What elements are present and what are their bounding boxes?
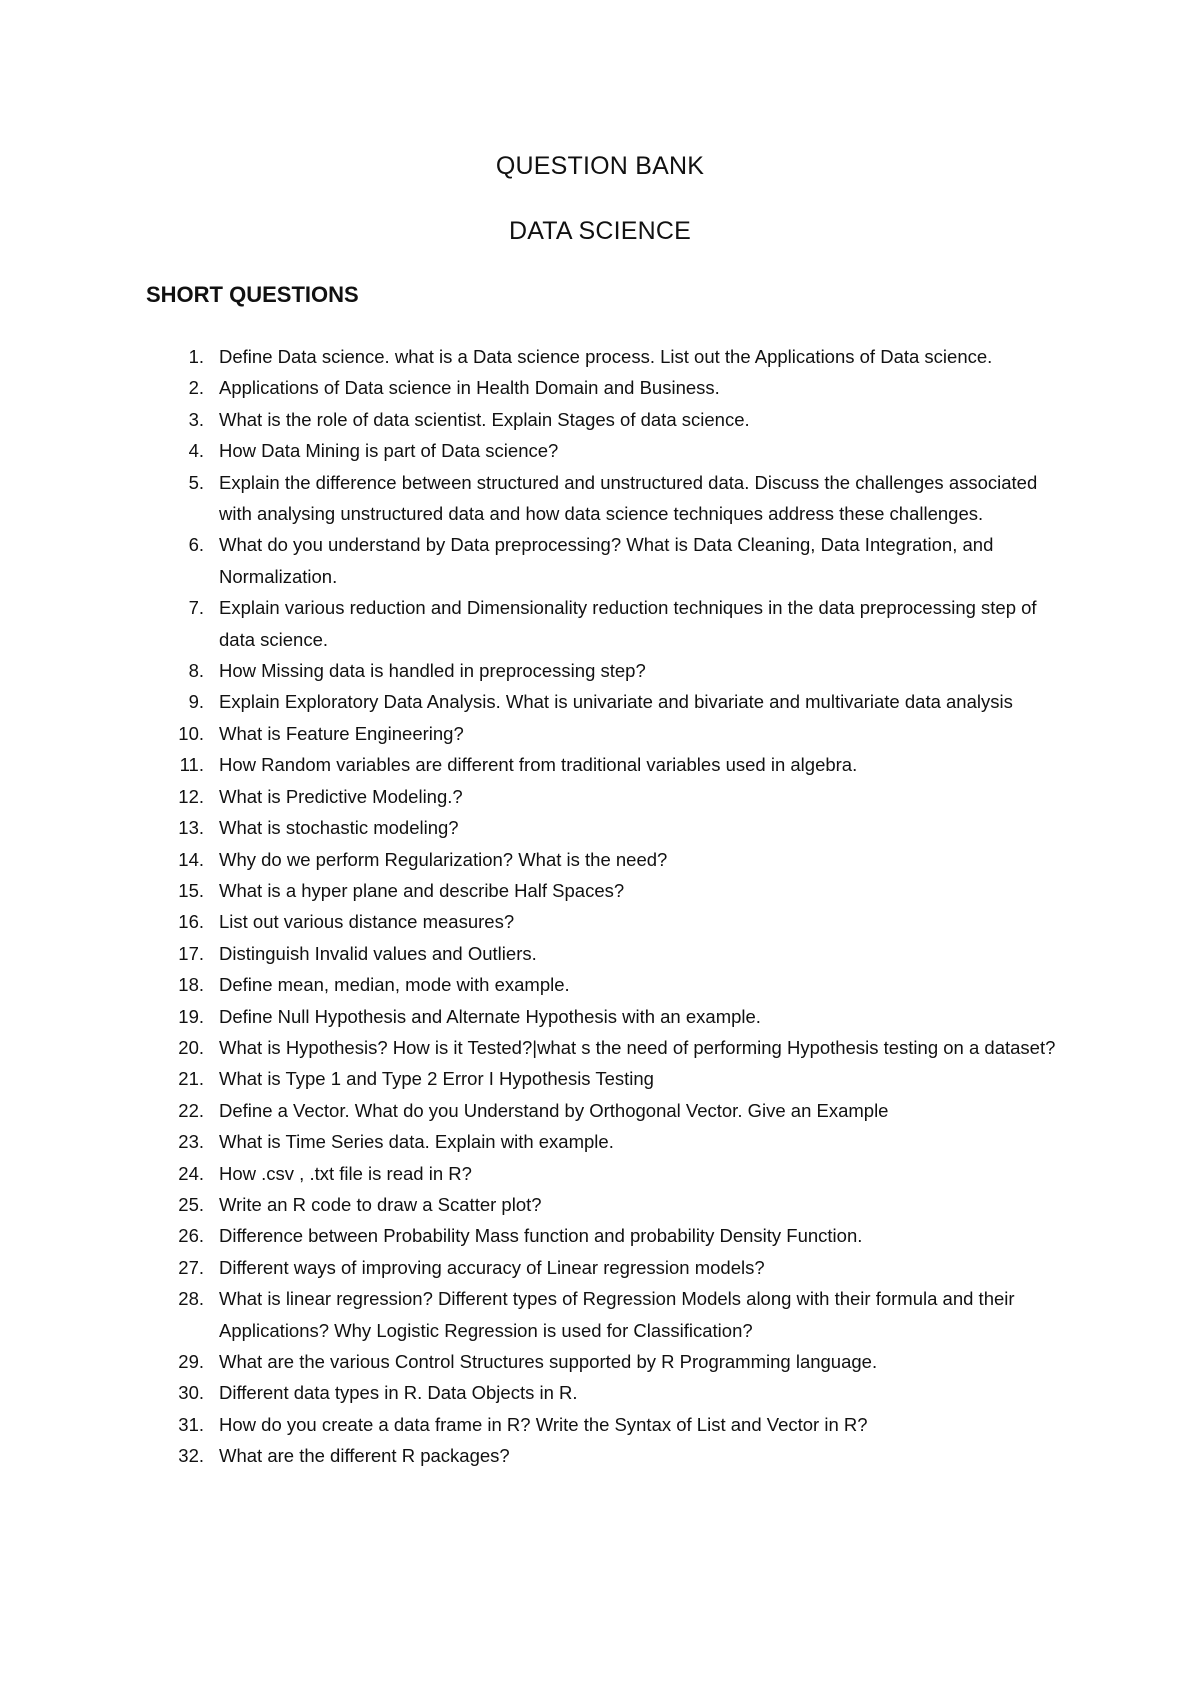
question-text: How Random variables are different from traditional variables used in algebra. <box>219 754 858 776</box>
question-number: 4. <box>188 440 204 462</box>
question-item <box>0 781 1200 812</box>
question-text: What do you understand by Data preprocessing? What is Data Cleaning, Data Integration, and Normalization. <box>219 534 994 587</box>
question-number: 26. <box>178 1225 204 1247</box>
question-number: 6. <box>188 534 204 556</box>
question-text: How Missing data is handled in preprocessing step? <box>219 660 646 682</box>
question-text: What is stochastic modeling? <box>219 817 459 839</box>
question-text: Write an R code to draw a Scatter plot? <box>219 1193 542 1215</box>
question-text: Explain various reduction and Dimensionality reduction techniques in the data preprocessing step of data science. <box>219 597 1037 650</box>
question-item <box>0 404 1200 435</box>
question-number: 3. <box>188 408 204 430</box>
question-text: What is linear regression? Different types of Regression Models along with their formula and their Applications? Why Logistic Regression is used for Classification? <box>219 1288 1015 1341</box>
question-text: Applications of Data science in Health Domain and Business. <box>219 377 720 399</box>
question-text: What is the role of data scientist. Explain Stages of data science. <box>219 408 750 430</box>
question-item <box>0 844 1200 875</box>
question-item <box>0 906 1200 937</box>
question-number: 1. <box>188 346 204 367</box>
question-number: 31. <box>178 1413 204 1435</box>
question-number: 8. <box>188 660 204 682</box>
question-number: 29. <box>178 1351 204 1372</box>
document-subtitle: DATA SCIENCE <box>508 217 692 245</box>
question-item <box>0 655 1200 686</box>
question-text: Difference between Probability Mass function and probability Density Function. <box>219 1225 863 1247</box>
document-title: QUESTION BANK <box>495 152 705 180</box>
question-item <box>0 372 1200 403</box>
question-item <box>0 938 1200 969</box>
question-number: 2. <box>188 377 204 399</box>
question-number: 21. <box>178 1068 204 1090</box>
question-text: What is Time Series data. Explain with example. <box>219 1131 614 1153</box>
question-text: What are the different R packages? <box>219 1445 510 1467</box>
question-number: 32. <box>178 1445 204 1467</box>
question-item <box>0 1126 1200 1157</box>
question-item <box>0 969 1200 1000</box>
question-text: How Data Mining is part of Data science? <box>219 440 559 462</box>
question-item <box>0 1063 1200 1094</box>
question-item <box>0 1440 1200 1471</box>
question-item <box>0 467 1200 530</box>
question-item <box>0 1252 1200 1283</box>
question-number: 18. <box>178 974 204 996</box>
question-text: What are the various Control Structures supported by R Programming language. <box>219 1351 878 1372</box>
question-item <box>0 812 1200 843</box>
question-item <box>0 875 1200 906</box>
question-text: Define a Vector. What do you Understand by Orthogonal Vector. Give an Example <box>219 1099 889 1121</box>
question-item <box>0 1189 1200 1220</box>
question-text: What is Type 1 and Type 2 Error I Hypothesis Testing <box>219 1068 654 1090</box>
question-text: Different data types in R. Data Objects in R. <box>219 1382 578 1404</box>
question-item <box>0 1377 1200 1408</box>
question-text: Define Data science. what is a Data science process. List out the Applications of Data science. <box>219 346 993 367</box>
question-number: 27. <box>178 1256 204 1278</box>
question-item <box>0 1220 1200 1251</box>
question-number: 20. <box>178 1036 204 1058</box>
question-list <box>0 341 1200 1472</box>
question-item <box>0 529 1200 592</box>
question-text: Explain Exploratory Data Analysis. What is univariate and bivariate and multivariate data analysis <box>219 691 1013 713</box>
question-text: What is a hyper plane and describe Half Spaces? <box>219 879 625 901</box>
question-number: 30. <box>178 1382 204 1404</box>
section-heading: SHORT QUESTIONS <box>146 282 359 307</box>
question-item <box>0 1158 1200 1189</box>
question-number: 9. <box>188 691 204 713</box>
question-text: How do you create a data frame in R? Write the Syntax of List and Vector in R? <box>219 1413 868 1435</box>
question-item <box>0 592 1200 655</box>
question-text: Distinguish Invalid values and Outliers. <box>219 942 537 964</box>
question-text: How .csv , .txt file is read in R? <box>219 1162 472 1184</box>
question-number: 5. <box>188 471 204 493</box>
question-number: 7. <box>188 597 204 619</box>
question-text: What is Hypothesis? How is it Tested?|what s the need of performing Hypothesis testing on a dataset? <box>219 1036 1056 1058</box>
question-number: 17. <box>178 942 204 964</box>
question-number: 16. <box>178 911 204 933</box>
question-number: 24. <box>178 1162 204 1184</box>
question-item <box>0 1032 1200 1063</box>
question-number: 28. <box>178 1288 204 1310</box>
question-number: 13. <box>178 817 204 839</box>
question-item <box>0 435 1200 466</box>
question-number: 12. <box>178 785 204 807</box>
question-text: List out various distance measures? <box>219 911 515 933</box>
question-number: 10. <box>178 722 204 744</box>
question-number: 11. <box>179 754 204 776</box>
question-item <box>0 686 1200 717</box>
question-text: What is Predictive Modeling.? <box>219 785 463 807</box>
question-item <box>0 749 1200 780</box>
question-text: Define Null Hypothesis and Alternate Hypothesis with an example. <box>219 1005 761 1027</box>
question-number: 14. <box>178 848 204 870</box>
question-number: 22. <box>178 1099 204 1121</box>
question-item <box>0 1346 1200 1377</box>
question-number: 25. <box>178 1193 204 1215</box>
question-text: Why do we perform Regularization? What is the need? <box>219 848 668 870</box>
question-item <box>0 1283 1200 1346</box>
question-text: Explain the difference between structured and unstructured data. Discuss the challenges associated with analysing unstructured data and how data science techniques address these challenges. <box>219 471 1038 525</box>
question-item <box>0 1001 1200 1032</box>
question-text: Different ways of improving accuracy of Linear regression models? <box>219 1256 765 1278</box>
question-text: What is Feature Engineering? <box>219 722 464 744</box>
question-number: 15. <box>178 879 204 901</box>
question-item <box>0 341 1200 372</box>
question-item <box>0 1095 1200 1126</box>
question-text: Define mean, median, mode with example. <box>219 974 570 996</box>
question-item <box>0 1409 1200 1440</box>
question-number: 23. <box>178 1131 204 1153</box>
question-number: 19. <box>178 1005 204 1027</box>
question-item <box>0 718 1200 749</box>
